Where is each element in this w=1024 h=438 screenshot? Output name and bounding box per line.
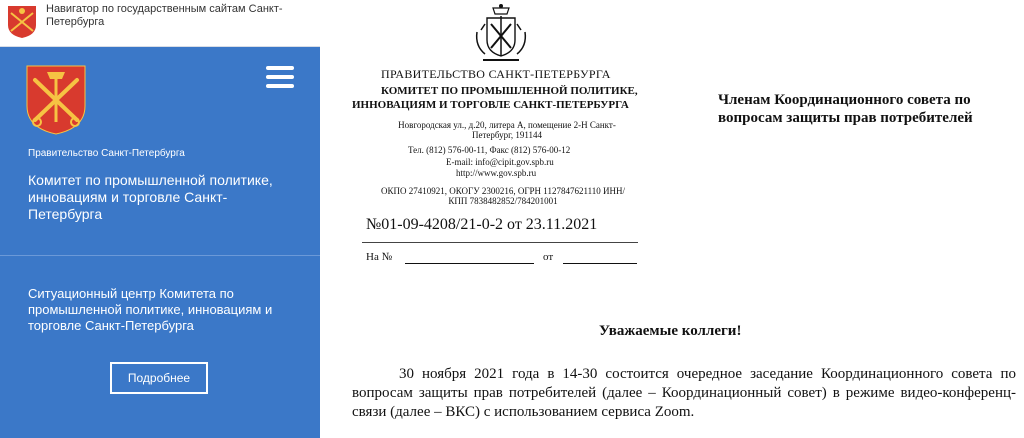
body-paragraph: 30 ноября 2021 года в 14-30 состоится очередное заседание Координационного совета по вопросам защиты прав потребителей (далее – Координационный совет) в режиме видео-конференц-связи (далее – ВКС) с использованием сервиса Zoom.: [352, 366, 1016, 420]
committee-name[interactable]: Комитет по промышленной политике, инновациям и торговле Санкт-Петербурга: [28, 172, 273, 222]
reference-date-label: от: [543, 251, 554, 263]
spb-crest-small-icon: [7, 5, 37, 39]
government-title: ПРАВИТЕЛЬСТВО САНКТ-ПЕТЕРБУРГА: [381, 67, 611, 81]
recipient: Членам Координационного совета по вопросам защиты прав потребителей: [718, 92, 973, 126]
divider: [0, 255, 320, 256]
document-number: №01-09-4208/21-0-2 от 23.11.2021: [366, 216, 598, 233]
email: E-mail: info@cipit.gov.spb.ru: [446, 157, 554, 167]
situation-center-text: Ситуационный центр Комитета по промышленной политике, инновациям и торговле Санкт-Петербурга: [28, 286, 273, 333]
portal-sidebar: [0, 0, 320, 438]
phone: Тел. (812) 576-00-11, Факс (812) 576-00-12: [408, 145, 571, 155]
more-button[interactable]: Подробнее: [110, 362, 208, 394]
spb-crest-icon[interactable]: [25, 64, 87, 136]
registry-codes: ОКПО 27410921, ОКОГУ 2300216, ОГРН 1127847621110 ИНН/КПП 7838482852/784201001: [380, 186, 626, 206]
navigator-text: Навигатор по государственным сайтам Санкт-Петербурга: [46, 3, 283, 28]
committee-line-1: КОМИТЕТ ПО ПРОМЫШЛЕННОЙ ПОЛИТИКЕ,: [381, 85, 638, 97]
reference-date-blank: [563, 263, 637, 264]
header-rule: [362, 242, 638, 243]
gov-label[interactable]: Правительство Санкт-Петербурга: [28, 148, 185, 159]
navigator-bar[interactable]: [0, 0, 320, 47]
spb-emblem-icon: [473, 2, 529, 64]
hamburger-menu-icon[interactable]: [266, 66, 294, 88]
address: Новгородская ул., д.20, литера А, помещение 2-Н Санкт-Петербург, 191144: [398, 120, 616, 140]
greeting: Уважаемые коллеги!: [599, 323, 742, 339]
reference-blank: [405, 263, 534, 264]
reference-label: На №: [366, 251, 393, 263]
committee-line-2: ИННОВАЦИЯМ И ТОРГОВЛЕ САНКТ-ПЕТЕРБУРГА: [352, 99, 629, 111]
website: http://www.gov.spb.ru: [456, 168, 537, 178]
